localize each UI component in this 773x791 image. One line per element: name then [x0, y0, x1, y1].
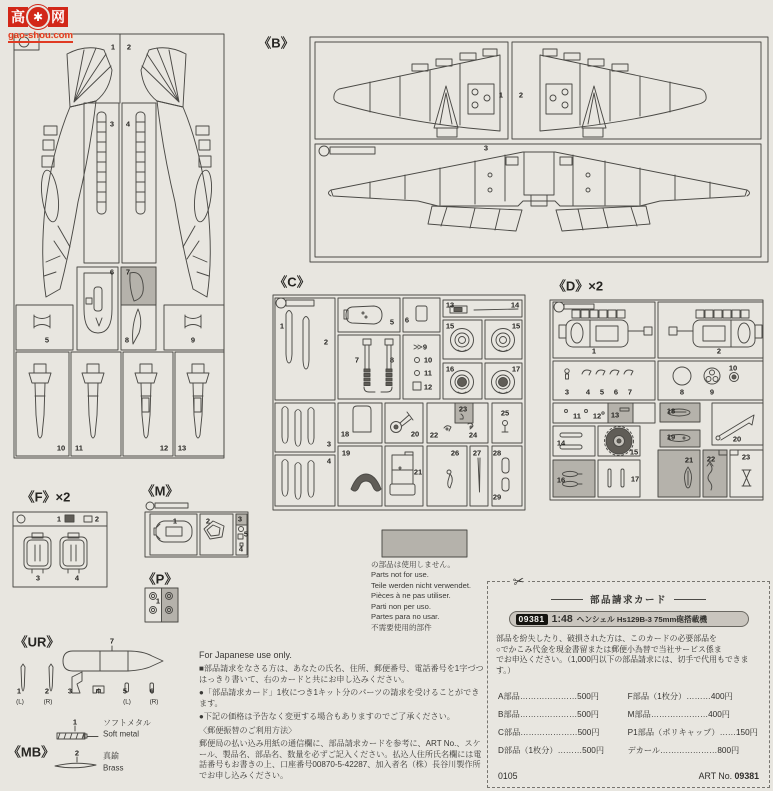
- watermark-logo: [8, 5, 73, 43]
- part-number: 5: [44, 335, 50, 345]
- text-line: Parti non per uso.: [371, 601, 431, 611]
- part-number: 1: [172, 516, 178, 526]
- sprue-label-f: 《F》×2: [21, 489, 71, 505]
- part-strut-8: [381, 339, 393, 392]
- unused-part-3-shading: [236, 514, 247, 525]
- part-number: 1: [279, 321, 285, 331]
- part-rail-4: [136, 112, 145, 214]
- part-number: 28: [492, 448, 502, 458]
- part-nacelle-1: [559, 310, 652, 347]
- part-number: 2: [323, 337, 329, 347]
- part-number: 21: [413, 467, 423, 477]
- part-number: 19: [666, 432, 676, 442]
- part-number: 9: [422, 342, 428, 352]
- part-number: 1: [110, 42, 116, 52]
- brass-label-en: Brass: [103, 763, 124, 773]
- text-line: の部品は使用しません。: [371, 560, 455, 569]
- text-line: ●「部品請求カード」1枚につき1キット分のパーツの請求を受けることができます。: [199, 688, 480, 708]
- sprue-f: [13, 512, 107, 587]
- part-number: 27: [472, 448, 482, 458]
- part-number: 8: [389, 355, 395, 365]
- sprue-d: [550, 300, 763, 500]
- part-number: (R): [149, 698, 159, 706]
- part-pin-5: [125, 683, 129, 692]
- part-number: (L): [16, 698, 24, 706]
- part-number: 11: [424, 368, 432, 378]
- part-6: [416, 306, 427, 321]
- part-number: 3: [326, 439, 332, 449]
- price-list: [498, 691, 759, 756]
- unused-part-21-shading: [658, 450, 700, 497]
- watermark-char-1: 高: [8, 7, 28, 27]
- part-number: 4: [125, 119, 131, 129]
- part-spool-9: [185, 315, 201, 328]
- part-number: 10: [728, 363, 738, 373]
- part-number: 13: [177, 443, 187, 453]
- price-decal: デカール…………………800円: [627, 745, 740, 755]
- text-line: ●下記の価格は予告なく変更する場合もありますのでご了承ください。: [199, 712, 455, 722]
- part-number: 12: [159, 443, 169, 453]
- part-number: 16: [445, 364, 455, 374]
- part-number: 20: [732, 434, 742, 444]
- print-code: 0105: [498, 771, 518, 781]
- runner-gate-mark: [17, 515, 25, 523]
- card-header: [488, 592, 769, 606]
- part-shell-4: [60, 533, 87, 573]
- sprue-label-p: 《P》: [142, 571, 178, 587]
- watermark-gear-icon: ✱: [26, 5, 50, 29]
- part-number: 2: [94, 514, 100, 524]
- part-number: 11: [573, 411, 581, 421]
- price-m: M部品…………………400円: [627, 709, 730, 719]
- part-number: 20: [410, 429, 420, 439]
- part-number: 1: [72, 717, 78, 727]
- sprue-p: [145, 588, 178, 622]
- part-hub-9: [704, 368, 720, 384]
- text-line: Partes para no usar.: [371, 612, 440, 622]
- part-number: 29: [492, 492, 502, 502]
- sprue-label-mb: 《MB》: [7, 744, 55, 760]
- part-number: 23: [741, 452, 751, 462]
- part-upper-wing-2: [540, 49, 706, 137]
- scissors-icon: ✂: [508, 571, 529, 591]
- part-number: 8: [124, 335, 130, 345]
- part-number: (L): [123, 698, 131, 706]
- text-line: Parts not for use.: [371, 570, 429, 580]
- part-number: 7: [109, 636, 115, 646]
- part-number: 18: [666, 406, 676, 416]
- watermark-char-2: 网: [48, 7, 68, 27]
- sprue-label-b: 《B》: [258, 35, 294, 51]
- text-line: ■部品請求をなさる方は、あなたの氏名、住所、郵便番号、電話番号を1字づつはっきり書いて、右のカードと共にお申し込みください。: [199, 664, 484, 684]
- part-number: 22: [429, 430, 439, 440]
- sprue-label-ur: 《UR》: [14, 634, 60, 650]
- part-glyph-10: [415, 358, 420, 363]
- sprue-ur: [21, 646, 163, 693]
- part-number: 14: [510, 300, 520, 310]
- part-number: 4: [74, 573, 80, 583]
- not-used-swatch: [382, 530, 467, 557]
- part-ring-8: [673, 367, 691, 385]
- part-seat-5: [344, 306, 382, 324]
- part-number: 17: [630, 474, 640, 484]
- part-number: 17: [511, 364, 521, 374]
- part-number: (R): [43, 698, 53, 706]
- text-line: 部品を紛失したり、破損された方は、このカードの必要部品を: [496, 634, 717, 643]
- part-wheel-15: [451, 329, 474, 352]
- runner-gate-mark: [554, 302, 564, 312]
- unused-part-19-shading: [660, 430, 700, 447]
- part-yoke-19: [351, 474, 381, 491]
- part-number: 5: [599, 387, 605, 397]
- kit-id-pill: [509, 611, 749, 627]
- part-pin-17a: [608, 469, 611, 487]
- part-pod-1: [154, 521, 192, 542]
- part-number: 4: [238, 544, 244, 554]
- part-glyph-12: [413, 382, 421, 390]
- part-number: 13: [610, 410, 620, 420]
- kit-name: ヘンシェル Hs129B-3 75mm砲搭載機: [576, 614, 708, 624]
- part-number: 6: [109, 267, 115, 277]
- part-number: 24: [468, 430, 478, 440]
- part-number: 2: [74, 748, 80, 758]
- text-line: 不需要使用的部件: [371, 622, 432, 632]
- mb-parts: [55, 726, 98, 768]
- part-number: 3: [35, 573, 41, 583]
- unused-part-16-shading: [553, 460, 595, 497]
- part-number: 1: [16, 686, 22, 696]
- part-lower-wing-3: [329, 152, 750, 231]
- text-line: 〈郵便振替のご利用方法〉: [199, 725, 297, 735]
- part-number: 23: [458, 404, 468, 414]
- unused-half-shading: [162, 588, 179, 622]
- part-number: 2: [205, 516, 211, 526]
- part-number: 15: [445, 321, 455, 331]
- part-18: [353, 406, 371, 432]
- part-number: 3: [483, 143, 489, 153]
- part-number: 12: [423, 382, 433, 392]
- part-number: 26: [450, 448, 460, 458]
- text-line: 郵便局の払い込み用紙の通信欄に、部品請求カードを参考に、ART No.、スケール、製品名、部品名、数量を必ずご記入ください。払込人住所氏名欄には電話番号もお書きの上、口座番号00870-5-42287、加入者名（株）長谷川製作所でお申し込みください。: [199, 739, 482, 780]
- part-2-swatch: [84, 516, 92, 522]
- part-number: 6: [149, 686, 155, 696]
- price-a: A部品…………………500円: [498, 691, 599, 701]
- sprue-a: [14, 34, 224, 458]
- part-number: 3: [67, 686, 73, 696]
- part-29: [502, 478, 509, 491]
- unused-part-23-shading: [455, 403, 473, 423]
- part-number: 7: [354, 355, 360, 365]
- part-number: 1: [155, 596, 161, 606]
- part-number: 8: [679, 387, 685, 397]
- part-rail-3: [97, 112, 106, 214]
- sprue-b: [310, 37, 768, 262]
- part-number: 4: [585, 387, 591, 397]
- part-number: 25: [500, 408, 510, 418]
- part-nut-10: [730, 373, 739, 382]
- part-wheel-15b: [492, 329, 515, 352]
- part-number: 22: [706, 454, 716, 464]
- unused-part-13-shading: [608, 403, 633, 423]
- part-pentagon-2: [204, 521, 224, 539]
- part-number: 2: [518, 90, 524, 100]
- text-line: Pièces à ne pas utiliser.: [371, 591, 451, 601]
- part-strip-14a: [560, 433, 582, 437]
- ordering-instructions: [199, 650, 487, 784]
- part-pin-6: [150, 683, 154, 692]
- part-number: 7: [125, 267, 131, 277]
- part-number: 4: [326, 456, 332, 466]
- part-number: 3: [237, 514, 243, 524]
- text-line: Teile werden nicht verwendet.: [371, 580, 472, 590]
- part-strip-14b: [560, 445, 582, 449]
- part-number: 2: [716, 346, 722, 356]
- brass-label-jp: 真鍮: [103, 751, 119, 761]
- part-number: 3: [564, 387, 570, 397]
- text-line: ○でかこみ代金を現金書留または郵便小為替で当社サービス係ま: [496, 644, 722, 654]
- part-glyph-11: [415, 371, 420, 376]
- part-number: 13: [445, 300, 455, 310]
- part-blade-1: [21, 664, 25, 691]
- price-b: B部品…………………500円: [498, 709, 599, 719]
- unused-part-22-shading: [703, 450, 727, 497]
- part-number: 3: [109, 119, 115, 129]
- ordering-instruction-paragraphs: [199, 664, 487, 781]
- part-strut-20: [716, 415, 754, 440]
- price-f: F部品（1枚分）………400円: [627, 691, 733, 701]
- sprue-c: [273, 295, 525, 510]
- part-blade-27: [478, 458, 480, 492]
- sprue-label-c: 《C》: [274, 274, 310, 290]
- soft-metal-part-1: [57, 733, 98, 739]
- part-number: 6: [613, 387, 619, 397]
- runner-gate-mark: [146, 502, 154, 510]
- part-fuselage-2: [141, 48, 214, 297]
- part-number: 18: [340, 429, 350, 439]
- runner-gate-mark: [276, 298, 286, 308]
- part-spool-5: [34, 315, 50, 328]
- part-number: 2: [126, 42, 132, 52]
- part-number: 7: [627, 387, 633, 397]
- runner-gate-mark: [319, 146, 329, 156]
- part-nacelle-2: [669, 310, 762, 347]
- header-rule-left: [551, 599, 583, 600]
- part-number: 10: [423, 355, 433, 365]
- part-number: 4: [95, 686, 101, 696]
- part-bracket-3: [72, 672, 82, 693]
- card-body-text: [496, 634, 761, 677]
- part-bolt-3: [565, 369, 569, 379]
- part-number: 9: [709, 387, 715, 397]
- part-number: 16: [556, 475, 566, 485]
- part-radial-engine-15: [605, 427, 634, 456]
- card-title: 部品請求カード: [589, 595, 667, 606]
- text-line: でお申込ください。（1,000円以下の部品請求には、切手で代用もできます。）: [496, 655, 749, 676]
- part-glyph-9: [414, 345, 422, 349]
- part-number: 11: [75, 443, 83, 453]
- part-tailwheel-20: [391, 412, 414, 433]
- part-box-21: [390, 452, 415, 495]
- card-footer: [498, 771, 759, 781]
- part-number: 5: [122, 686, 128, 696]
- part-number: 2: [44, 686, 50, 696]
- part-number: 19: [341, 448, 351, 458]
- part-number: 14: [556, 438, 566, 448]
- sprue-label-m: 《M》: [141, 483, 179, 499]
- header-rule-right: [674, 599, 706, 600]
- part-1-swatch: [65, 515, 74, 522]
- part-bay-door-6: [84, 273, 112, 333]
- soft-metal-label-jp: ソフトメタル: [103, 718, 151, 728]
- part-number: 1: [498, 90, 504, 100]
- part-number: 1: [56, 514, 62, 524]
- brass-part-2: [55, 763, 96, 768]
- art-number: ART No. 09381: [698, 771, 759, 781]
- part-pin-25: [502, 421, 508, 433]
- part-26: [447, 470, 452, 488]
- kit-scale: 1:48: [551, 613, 573, 625]
- unused-part-18-shading: [660, 403, 700, 422]
- price-d: D部品（1枚分）………500円: [498, 745, 605, 755]
- soft-metal-label-en: Soft metal: [103, 729, 140, 739]
- part-number: 10: [56, 443, 66, 453]
- part-pin-17b: [621, 469, 624, 487]
- part-number: 15: [629, 447, 639, 457]
- part-number: 5: [243, 529, 249, 539]
- part-strut-7: [363, 339, 375, 392]
- part-upper-wing-1: [334, 49, 500, 137]
- parts-request-card: [487, 571, 770, 788]
- part-stubs-4-7: [582, 370, 633, 375]
- part-canopy-8: [133, 309, 141, 344]
- part-28: [502, 458, 509, 473]
- part-shell-3: [24, 533, 51, 573]
- part-number: 5: [389, 317, 395, 327]
- part-number: 6: [404, 315, 410, 325]
- part-blade-2: [49, 664, 53, 691]
- sprue-label-d: 《D》×2: [552, 278, 604, 294]
- watermark-url: gao-shou.com: [8, 30, 73, 41]
- part-number: 15: [511, 321, 521, 331]
- part-rod-14: [474, 309, 518, 310]
- for-japanese-use-heading: For Japanese use only.: [199, 650, 292, 660]
- not-used-legend: [371, 560, 489, 633]
- part-number: 1: [591, 346, 597, 356]
- part-number: 9: [190, 335, 196, 345]
- part-x-23: [730, 450, 751, 486]
- part-number: 12: [592, 411, 602, 421]
- price-c: C部品…………………500円: [498, 727, 600, 737]
- part-number: 21: [684, 455, 694, 465]
- part-clip-4: [93, 686, 104, 693]
- sprue-m: [145, 502, 248, 557]
- price-p1: P1部品（ポリキャップ）……150円: [627, 727, 758, 737]
- kit-number-badge: 09381: [516, 614, 548, 625]
- part-gunpod-7: [63, 646, 163, 671]
